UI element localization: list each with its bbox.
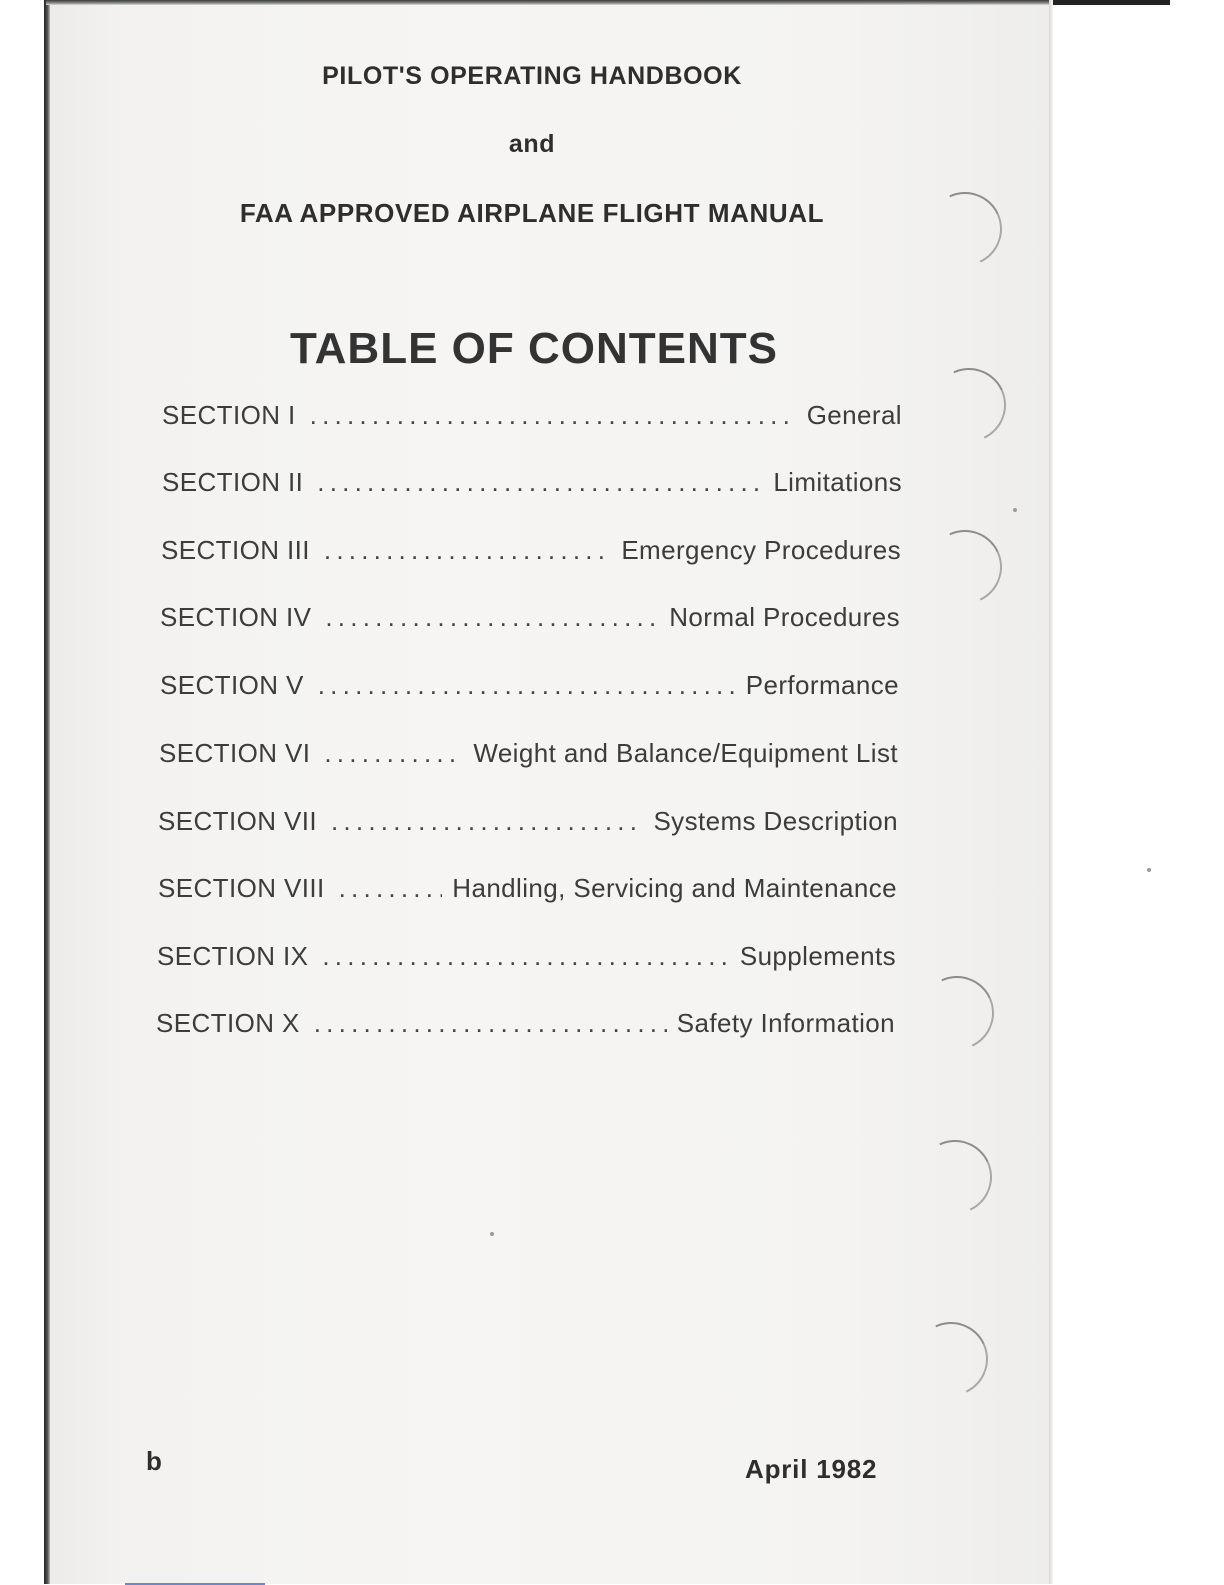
toc-entry-title: General: [806, 400, 902, 430]
toc-entry-title: Weight and Balance/Equipment List: [473, 738, 898, 768]
toc-leader-dots: [331, 806, 643, 837]
toc-leader-dots: [322, 941, 729, 972]
flight-manual-title: FAA APPROVED AIRPLANE FLIGHT MANUAL: [239, 198, 825, 228]
handbook-title: PILOT'S OPERATING HANDBOOK: [322, 62, 742, 90]
toc-entry-title: Supplements: [739, 941, 896, 971]
toc-entry-section: SECTION VI: [159, 738, 311, 768]
toc-entry-section: SECTION II: [162, 467, 304, 497]
toc-leader-dots: [318, 670, 736, 701]
toc-entry-7: [158, 806, 898, 837]
toc-entry-title: Handling, Servicing and Maintenance: [452, 873, 897, 903]
toc-entry-title: Normal Procedures: [669, 602, 900, 632]
paper-speck: [1013, 508, 1017, 512]
toc-entry-5: [160, 670, 899, 701]
toc-entry-2: [162, 467, 902, 498]
toc-entry-section: SECTION X: [156, 1008, 300, 1038]
toc-entry-title: Systems Description: [653, 806, 898, 836]
toc-entry-title: Performance: [745, 670, 899, 700]
header-and: and: [508, 130, 556, 158]
toc-entry-6: [159, 738, 898, 769]
toc-leader-dots: [339, 873, 443, 904]
toc-title: TABLE OF CONTENTS: [290, 324, 778, 373]
toc-leader-dots: [324, 738, 463, 769]
toc-leader-dots: [314, 1008, 667, 1039]
toc-entry-section: SECTION V: [160, 670, 304, 700]
top-right-strip: [1050, 0, 1170, 5]
paper-sheet: [46, 4, 1050, 1584]
toc-leader-dots: [317, 467, 763, 498]
right-edge: [1049, 0, 1053, 1584]
toc-entry-title: Safety Information: [676, 1008, 895, 1038]
toc-entry-section: SECTION I: [162, 400, 296, 430]
page-letter: b: [146, 1446, 163, 1476]
toc-entry-9: [157, 941, 896, 972]
toc-entry-1: [162, 400, 902, 431]
toc-entry-title: Emergency Procedures: [621, 535, 901, 565]
toc-entry-10: [156, 1008, 895, 1039]
toc-entry-section: SECTION VII: [158, 806, 317, 836]
toc-leader-dots: [310, 400, 797, 431]
paper-speck: [1147, 868, 1151, 872]
binding-edge: [44, 0, 50, 1584]
toc-entry-section: SECTION III: [161, 535, 310, 565]
toc-entry-8: [158, 873, 897, 904]
toc-entry-section: SECTION VIII: [158, 873, 325, 903]
top-edge-shadow: [46, 0, 1166, 5]
toc-entry-title: Limitations: [773, 467, 902, 497]
revision-date: April 1982: [745, 1454, 878, 1484]
toc-entry-4: [160, 602, 900, 633]
paper-speck: [490, 1232, 494, 1236]
toc-leader-dots: [324, 535, 611, 566]
toc-entry-3: [161, 535, 901, 566]
toc-entry-section: SECTION IX: [157, 941, 309, 971]
toc-entry-section: SECTION IV: [160, 602, 312, 632]
toc-leader-dots: [325, 602, 659, 633]
